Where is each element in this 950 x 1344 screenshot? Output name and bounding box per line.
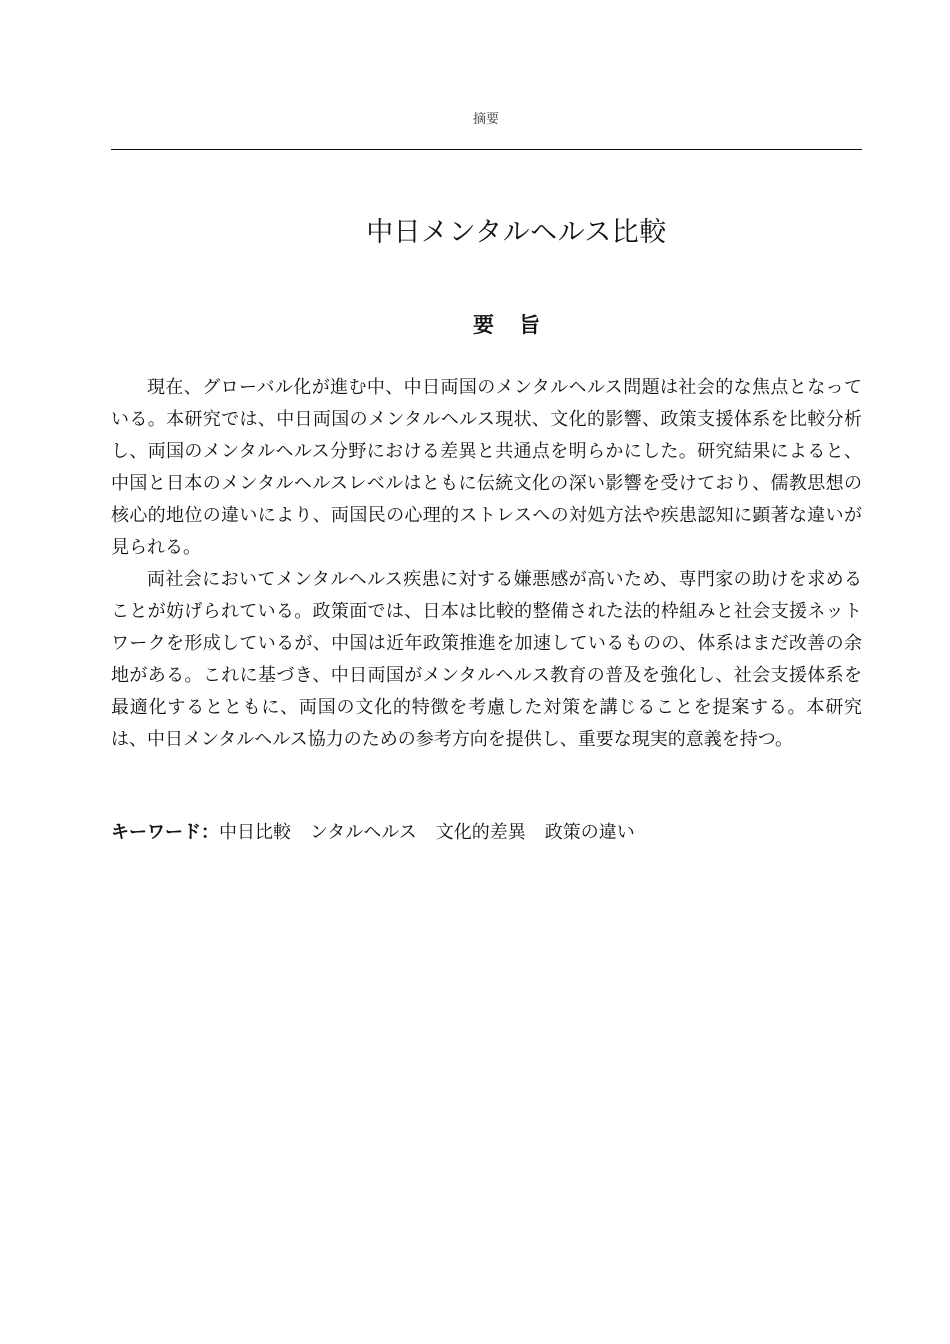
abstract-paragraph-1: 現在、グローバル化が進む中、中日両国のメンタルヘルス問題は社会的な焦点となっている。本研究では、中日両国のメンタルヘルス現状、文化的影響、政策支援体系を比較分析し、両国のメンタルヘルス分野における差異と共通点を明らかにした。研究結果によると、中国と日本のメンタルヘルスレベルはともに伝統文化の深い影響を受けており、儒教思想の核心的地位の違いにより、両国民の心理的ストレスへの対処方法や疾患認知に顕著な違いが見られる。 (111, 377, 862, 558)
keywords-label: キーワード： (111, 822, 219, 843)
keyword-item: 中日比較 (219, 822, 291, 843)
abstract-paragraph-2: 両社会においてメンタルヘルス疾患に対する嫌悪感が高いため、専門家の助けを求めることが妨げられている。政策面では、日本は比較的整備された法的枠組みと社会支援ネットワークを形成しているが、中国は近年政策推進を加速しているものの、体系はまだ改善の余地がある。これに基づき、中日両国がメンタルヘルス教育の普及を強化し、社会支援体系を最適化するとともに、両国の文化的特徴を考慮した対策を講じることを提案する。本研究は、中日メンタルヘルス協力のための参考方向を提供し、重要な現実的意義を持つ。 (111, 569, 862, 750)
keyword-item: ンタルヘルス (310, 822, 417, 843)
running-header: 摘要 (472, 112, 499, 127)
keyword-item: 政策の違い (544, 822, 635, 843)
header-divider (111, 149, 862, 150)
abstract-body (111, 372, 862, 756)
keyword-item: 文化的差異 (435, 822, 526, 843)
keywords-line (111, 818, 862, 848)
abstract-heading: 要 旨 (473, 313, 542, 337)
document-title: 中日メンタルヘルス比較 (366, 217, 667, 248)
